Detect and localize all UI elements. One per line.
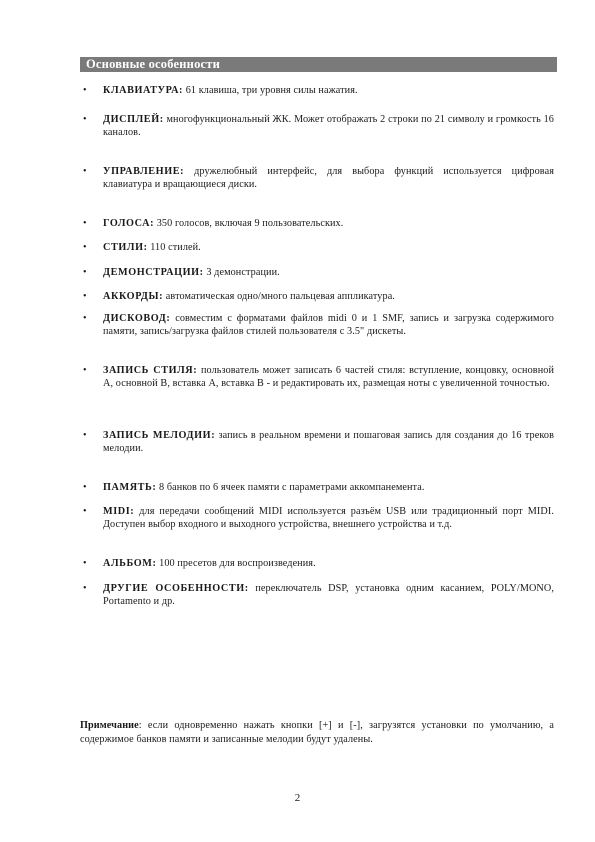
note-text: : если одновременно нажать кнопки [+] и [-], загрузятся установки по умолчанию, а содержимое банков памяти и записанные мелодии будут удалены. — [80, 720, 554, 745]
feature-description: 61 клавиша, три уровня силы нажатия. — [183, 85, 358, 96]
feature-term: ДРУГИЕ ОСОБЕННОСТИ: — [103, 583, 249, 594]
page-number: 2 — [294, 792, 301, 804]
bullet-icon: • — [83, 365, 87, 376]
feature-item — [80, 266, 554, 279]
bullet-icon: • — [83, 291, 87, 302]
feature-item — [80, 113, 554, 139]
feature-term: ДИСПЛЕЙ: — [103, 114, 164, 125]
feature-term: КЛАВИАТУРА: — [103, 85, 184, 96]
feature-item — [80, 312, 554, 338]
feature-description: запись в реальном времени и пошаговая запись для создания до 16 треков мелодии. — [103, 430, 554, 454]
feature-item — [80, 165, 554, 191]
feature-description: совместим с форматами файлов midi 0 и 1 SMF, запись и загрузка содержимого памяти, запись/загрузка файлов стилей пользователя с 3.5" дискеты. — [103, 313, 554, 337]
feature-term: ЗАПИСЬ СТИЛЯ: — [103, 365, 198, 376]
feature-description: многофункциональный ЖК. Может отображать 2 строки по 21 символу и громкость 16 каналов. — [103, 114, 554, 138]
bullet-icon: • — [83, 313, 87, 324]
bullet-icon: • — [83, 85, 87, 96]
feature-term: MIDI: — [103, 506, 135, 517]
feature-item — [80, 84, 554, 97]
feature-description: переключатель DSP, установка одним касанием, POLY/MONO, Portamento и др. — [103, 583, 554, 607]
feature-list — [80, 84, 554, 608]
bullet-icon: • — [83, 267, 87, 278]
bullet-icon: • — [83, 218, 87, 229]
feature-term: ПАМЯТЬ: — [103, 482, 157, 493]
feature-description: автоматическая одно/много пальцевая аппликатура. — [163, 291, 395, 302]
feature-term: УПРАВЛЕНИЕ: — [103, 166, 185, 177]
feature-item — [80, 582, 554, 608]
bullet-icon: • — [83, 558, 87, 569]
feature-item — [80, 429, 554, 455]
feature-description: 8 банков по 6 ячеек памяти с параметрами аккомпанемента. — [156, 482, 425, 493]
feature-item — [80, 290, 554, 303]
bullet-icon: • — [83, 166, 87, 177]
bullet-icon: • — [83, 482, 87, 493]
feature-term: ДИСКОВОД: — [103, 313, 171, 324]
feature-term: АЛЬБОМ: — [103, 558, 157, 569]
feature-term: ДЕМОНСТРАЦИИ: — [103, 267, 204, 278]
feature-item — [80, 557, 554, 570]
feature-description: 100 пресетов для воспроизведения. — [156, 558, 316, 569]
feature-description: 110 стилей. — [147, 242, 201, 253]
feature-item — [80, 217, 554, 230]
bullet-icon: • — [83, 506, 87, 517]
feature-term: АККОРДЫ: — [103, 291, 164, 302]
feature-item — [80, 505, 554, 531]
bullet-icon: • — [83, 430, 87, 441]
feature-item — [80, 241, 554, 254]
note-label: Примечание — [80, 720, 139, 731]
section-title: Основные особенности — [80, 57, 557, 72]
feature-description: для передачи сообщений MIDI используется разъём USB или традиционный порт MIDI. Доступен выбор входного и выходного устройства, внешнего устройства и т.д. — [103, 506, 554, 530]
feature-description: 350 голосов, включая 9 пользовательских. — [154, 218, 344, 229]
bullet-icon: • — [83, 242, 87, 253]
feature-description: дружелюбный интерфейс, для выбора функций используется цифровая клавиатура и вращающиеся диски. — [103, 166, 554, 190]
feature-item — [80, 364, 554, 390]
feature-description: пользователь может записать 6 частей стиля: вступление, концовку, основной А, основной В, вставка А, вставка В - и редактировать их, размещая ноты с увеличенной точностью. — [103, 365, 555, 389]
note-paragraph — [80, 719, 554, 747]
feature-term: СТИЛИ: — [103, 242, 148, 253]
bullet-icon: • — [83, 583, 87, 594]
bullet-icon: • — [83, 114, 87, 125]
feature-description: 3 демонстрации. — [203, 267, 280, 278]
feature-term: ГОЛОСА: — [103, 218, 155, 229]
feature-item — [80, 481, 554, 494]
feature-term: ЗАПИСЬ МЕЛОДИИ: — [103, 430, 216, 441]
